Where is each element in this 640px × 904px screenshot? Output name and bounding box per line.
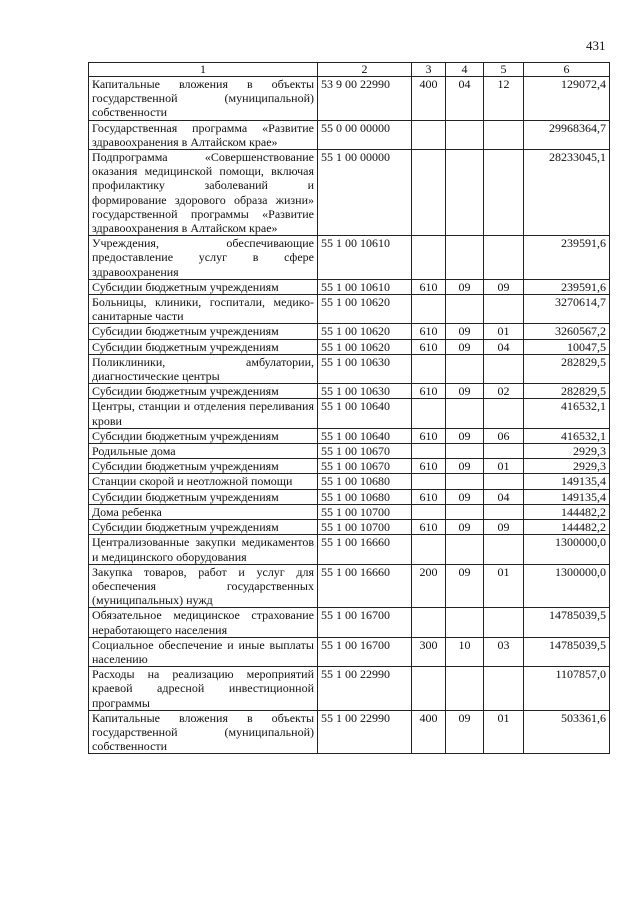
table-row bbox=[89, 564, 610, 608]
row-expense-type bbox=[412, 667, 446, 711]
table-row bbox=[89, 637, 610, 666]
row-amount: 2929,3 bbox=[524, 459, 610, 474]
table-row bbox=[89, 535, 610, 564]
row-expense-type: 610 bbox=[412, 279, 446, 294]
row-expense-type bbox=[412, 120, 446, 149]
row-code: 55 1 00 16700 bbox=[318, 637, 412, 666]
row-section bbox=[446, 667, 484, 711]
table-row bbox=[89, 150, 610, 236]
table-row bbox=[89, 444, 610, 459]
table-header-row bbox=[89, 63, 610, 77]
row-expense-type bbox=[412, 295, 446, 324]
row-subsection bbox=[484, 444, 524, 459]
row-subsection bbox=[484, 236, 524, 280]
row-amount: 14785039,5 bbox=[524, 637, 610, 666]
row-amount: 28233045,1 bbox=[524, 150, 610, 236]
column-header-code: 2 bbox=[318, 63, 412, 77]
row-name: Социальное обеспечение и иные выплаты населению bbox=[89, 637, 318, 666]
budget-table bbox=[88, 62, 610, 754]
row-amount: 416532,1 bbox=[524, 428, 610, 443]
row-expense-type: 610 bbox=[412, 428, 446, 443]
row-section: 10 bbox=[446, 637, 484, 666]
row-amount: 3260567,2 bbox=[524, 324, 610, 339]
row-expense-type bbox=[412, 608, 446, 637]
row-name: Центры, станции и отделения переливания крови bbox=[89, 399, 318, 428]
row-section bbox=[446, 236, 484, 280]
row-expense-type: 610 bbox=[412, 324, 446, 339]
row-name: Субсидии бюджетным учреждениям bbox=[89, 339, 318, 354]
row-subsection: 09 bbox=[484, 520, 524, 535]
row-amount: 1300000,0 bbox=[524, 564, 610, 608]
row-name: Субсидии бюджетным учреждениям bbox=[89, 279, 318, 294]
table-row bbox=[89, 428, 610, 443]
column-header-amount: 6 bbox=[524, 63, 610, 77]
row-amount: 29968364,7 bbox=[524, 120, 610, 149]
row-section: 09 bbox=[446, 279, 484, 294]
row-subsection bbox=[484, 295, 524, 324]
row-subsection: 01 bbox=[484, 459, 524, 474]
row-subsection bbox=[484, 667, 524, 711]
row-expense-type: 400 bbox=[412, 710, 446, 754]
row-name: Больницы, клиники, госпитали, медико-санитарные части bbox=[89, 295, 318, 324]
row-subsection bbox=[484, 354, 524, 383]
row-code: 55 1 00 10630 bbox=[318, 354, 412, 383]
row-subsection bbox=[484, 150, 524, 236]
row-code: 55 1 00 00000 bbox=[318, 150, 412, 236]
row-section: 09 bbox=[446, 459, 484, 474]
row-subsection: 06 bbox=[484, 428, 524, 443]
row-amount: 14785039,5 bbox=[524, 608, 610, 637]
row-expense-type bbox=[412, 444, 446, 459]
row-section bbox=[446, 354, 484, 383]
row-name: Станции скорой и неотложной помощи bbox=[89, 474, 318, 489]
row-subsection bbox=[484, 608, 524, 637]
row-code: 53 9 00 22990 bbox=[318, 77, 412, 121]
row-section bbox=[446, 474, 484, 489]
row-code: 55 1 00 10630 bbox=[318, 384, 412, 399]
row-name: Капитальные вложения в объекты государственной (муниципальной) собственности bbox=[89, 77, 318, 121]
table-row bbox=[89, 324, 610, 339]
row-name: Субсидии бюджетным учреждениям bbox=[89, 324, 318, 339]
row-code: 55 0 00 00000 bbox=[318, 120, 412, 149]
row-subsection: 01 bbox=[484, 710, 524, 754]
row-expense-type bbox=[412, 236, 446, 280]
table-row bbox=[89, 504, 610, 519]
row-section: 09 bbox=[446, 489, 484, 504]
row-code: 55 1 00 10700 bbox=[318, 520, 412, 535]
row-name: Субсидии бюджетным учреждениям bbox=[89, 489, 318, 504]
row-section: 09 bbox=[446, 428, 484, 443]
row-subsection: 01 bbox=[484, 324, 524, 339]
row-name: Государственная программа «Развитие здравоохранения в Алтайском крае» bbox=[89, 120, 318, 149]
row-amount: 149135,4 bbox=[524, 474, 610, 489]
row-expense-type bbox=[412, 474, 446, 489]
table-row bbox=[89, 489, 610, 504]
row-name: Закупка товаров, работ и услуг для обеспечения государственных (муниципальных) нужд bbox=[89, 564, 318, 608]
column-header-subsection: 5 bbox=[484, 63, 524, 77]
row-amount: 1107857,0 bbox=[524, 667, 610, 711]
row-name: Учреждения, обеспечивающие предоставление услуг в сфере здравоохранения bbox=[89, 236, 318, 280]
row-code: 55 1 00 10680 bbox=[318, 489, 412, 504]
row-expense-type: 610 bbox=[412, 489, 446, 504]
table-row bbox=[89, 339, 610, 354]
row-code: 55 1 00 10700 bbox=[318, 504, 412, 519]
row-code: 55 1 00 10640 bbox=[318, 428, 412, 443]
row-amount: 503361,6 bbox=[524, 710, 610, 754]
table-row bbox=[89, 120, 610, 149]
row-name: Субсидии бюджетным учреждениям bbox=[89, 520, 318, 535]
row-section: 09 bbox=[446, 564, 484, 608]
row-code: 55 1 00 16660 bbox=[318, 564, 412, 608]
row-subsection: 01 bbox=[484, 564, 524, 608]
row-section: 04 bbox=[446, 77, 484, 121]
row-expense-type bbox=[412, 399, 446, 428]
row-expense-type: 610 bbox=[412, 339, 446, 354]
table-row bbox=[89, 354, 610, 383]
row-expense-type: 610 bbox=[412, 384, 446, 399]
row-name: Субсидии бюджетным учреждениям bbox=[89, 459, 318, 474]
row-name: Капитальные вложения в объекты государственной (муниципальной) собственности bbox=[89, 710, 318, 754]
row-expense-type: 200 bbox=[412, 564, 446, 608]
row-code: 55 1 00 22990 bbox=[318, 710, 412, 754]
column-header-expense-type: 3 bbox=[412, 63, 446, 77]
row-section bbox=[446, 504, 484, 519]
table-row bbox=[89, 520, 610, 535]
row-expense-type bbox=[412, 504, 446, 519]
row-code: 55 1 00 10610 bbox=[318, 279, 412, 294]
row-name: Субсидии бюджетным учреждениям bbox=[89, 428, 318, 443]
row-code: 55 1 00 16660 bbox=[318, 535, 412, 564]
row-subsection: 09 bbox=[484, 279, 524, 294]
row-name: Поликлиники, амбулатории, диагностические центры bbox=[89, 354, 318, 383]
row-amount: 239591,6 bbox=[524, 279, 610, 294]
row-code: 55 1 00 10680 bbox=[318, 474, 412, 489]
row-name: Подпрограмма «Совершенствование оказания медицинской помощи, включая профилактику заболеваний и формирование здорового образа жизни» государственной программы «Развитие здравоохранения в Алтайском крае» bbox=[89, 150, 318, 236]
row-code: 55 1 00 10670 bbox=[318, 444, 412, 459]
row-section bbox=[446, 120, 484, 149]
row-expense-type: 610 bbox=[412, 520, 446, 535]
row-expense-type bbox=[412, 354, 446, 383]
row-amount: 144482,2 bbox=[524, 504, 610, 519]
row-section bbox=[446, 150, 484, 236]
row-name: Обязательное медицинское страхование неработающего населения bbox=[89, 608, 318, 637]
table-body bbox=[89, 77, 610, 754]
table-row bbox=[89, 236, 610, 280]
row-subsection bbox=[484, 399, 524, 428]
row-amount: 239591,6 bbox=[524, 236, 610, 280]
row-section bbox=[446, 535, 484, 564]
table-row bbox=[89, 474, 610, 489]
row-name: Расходы на реализацию мероприятий краевой адресной инвестиционной программы bbox=[89, 667, 318, 711]
row-subsection: 04 bbox=[484, 339, 524, 354]
row-amount: 129072,4 bbox=[524, 77, 610, 121]
row-amount: 1300000,0 bbox=[524, 535, 610, 564]
table-row bbox=[89, 667, 610, 711]
row-name: Дома ребенка bbox=[89, 504, 318, 519]
row-amount: 282829,5 bbox=[524, 384, 610, 399]
row-subsection bbox=[484, 474, 524, 489]
row-name: Родильные дома bbox=[89, 444, 318, 459]
row-section bbox=[446, 608, 484, 637]
row-amount: 144482,2 bbox=[524, 520, 610, 535]
row-subsection: 04 bbox=[484, 489, 524, 504]
row-code: 55 1 00 22990 bbox=[318, 667, 412, 711]
row-amount: 149135,4 bbox=[524, 489, 610, 504]
row-amount: 2929,3 bbox=[524, 444, 610, 459]
table-row bbox=[89, 384, 610, 399]
row-expense-type: 300 bbox=[412, 637, 446, 666]
row-subsection bbox=[484, 120, 524, 149]
row-code: 55 1 00 10620 bbox=[318, 324, 412, 339]
row-subsection: 03 bbox=[484, 637, 524, 666]
row-name: Централизованные закупки медикаментов и медицинского оборудования bbox=[89, 535, 318, 564]
row-expense-type: 610 bbox=[412, 459, 446, 474]
row-expense-type bbox=[412, 535, 446, 564]
row-section: 09 bbox=[446, 339, 484, 354]
row-subsection: 12 bbox=[484, 77, 524, 121]
row-code: 55 1 00 10610 bbox=[318, 236, 412, 280]
table-row bbox=[89, 77, 610, 121]
row-code: 55 1 00 10670 bbox=[318, 459, 412, 474]
row-amount: 282829,5 bbox=[524, 354, 610, 383]
column-header-name: 1 bbox=[89, 63, 318, 77]
table-row bbox=[89, 279, 610, 294]
row-expense-type: 400 bbox=[412, 77, 446, 121]
table-row bbox=[89, 399, 610, 428]
row-section bbox=[446, 444, 484, 459]
row-section bbox=[446, 295, 484, 324]
row-code: 55 1 00 10620 bbox=[318, 339, 412, 354]
row-section: 09 bbox=[446, 384, 484, 399]
table-row bbox=[89, 608, 610, 637]
row-section: 09 bbox=[446, 710, 484, 754]
row-section bbox=[446, 399, 484, 428]
row-section: 09 bbox=[446, 324, 484, 339]
page-number: 431 bbox=[586, 38, 606, 53]
row-amount: 3270614,7 bbox=[524, 295, 610, 324]
row-section: 09 bbox=[446, 520, 484, 535]
row-code: 55 1 00 10620 bbox=[318, 295, 412, 324]
row-code: 55 1 00 16700 bbox=[318, 608, 412, 637]
table-row bbox=[89, 295, 610, 324]
row-amount: 416532,1 bbox=[524, 399, 610, 428]
row-subsection bbox=[484, 504, 524, 519]
row-name: Субсидии бюджетным учреждениям bbox=[89, 384, 318, 399]
table-row bbox=[89, 459, 610, 474]
row-amount: 10047,5 bbox=[524, 339, 610, 354]
row-subsection: 02 bbox=[484, 384, 524, 399]
row-expense-type bbox=[412, 150, 446, 236]
column-header-section: 4 bbox=[446, 63, 484, 77]
table-row bbox=[89, 710, 610, 754]
row-subsection bbox=[484, 535, 524, 564]
row-code: 55 1 00 10640 bbox=[318, 399, 412, 428]
